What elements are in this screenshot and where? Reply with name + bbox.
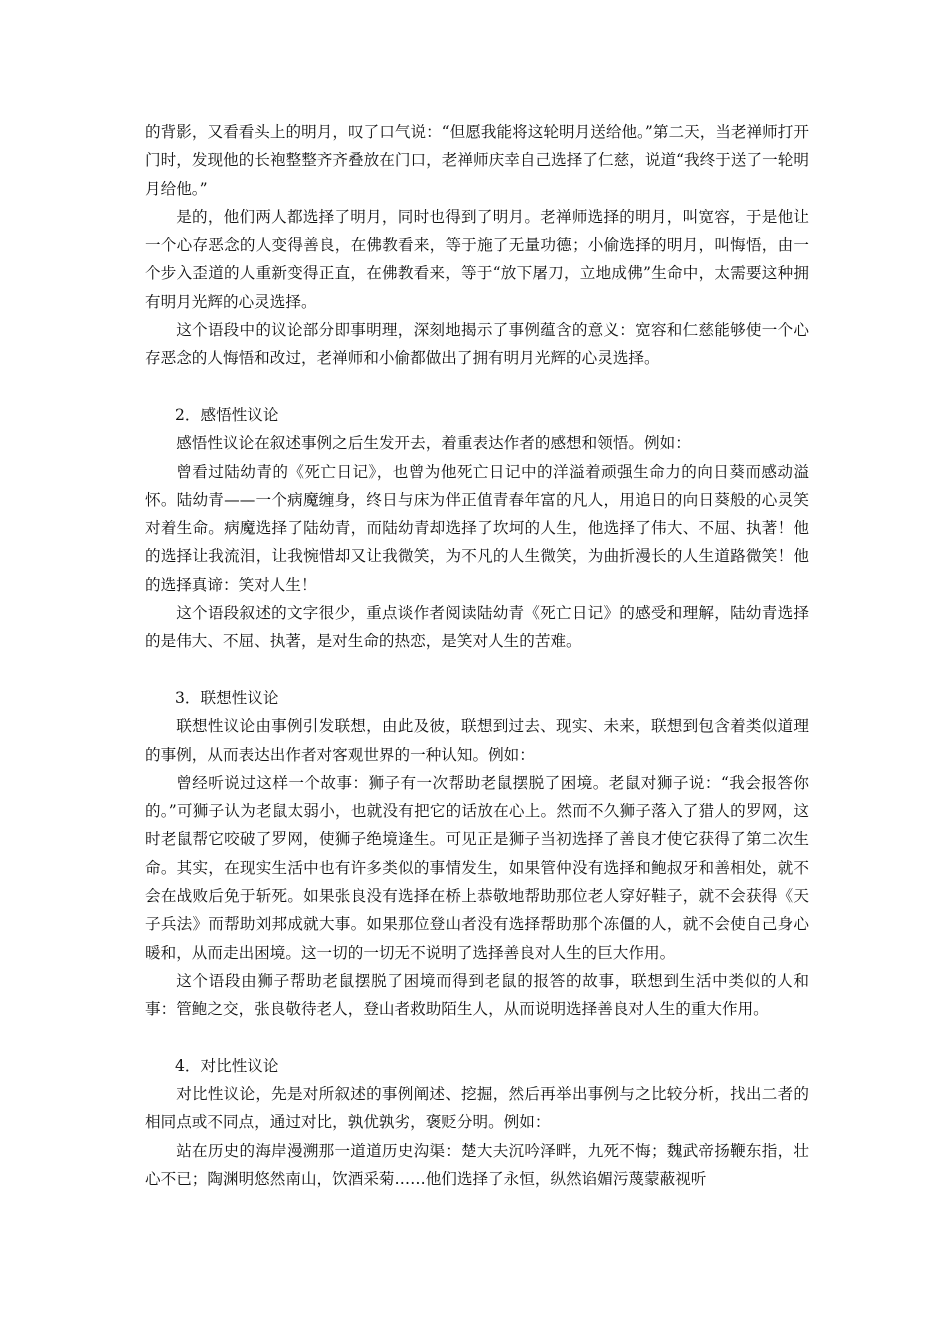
paragraph-example-2: 曾看过陆幼青的《死亡日记》，也曾为他死亡日记中的洋溢着顽强生命力的向日葵而感动溢怀。陆幼青——一个病魔缠身，终日与床为伴正值青春年富的凡人，用追日的向日葵般的心灵笑对着生命。病魔选择了陆幼青，而陆幼青却选择了坎坷的人生，他选择了伟大、不屈、执著！他的选择让我流泪，让我惋惜却又让我微笑，为不凡的人生微笑，为曲折漫长的人生道路微笑！他的选择真谛：笑对人生！: [145, 462, 809, 594]
paragraph-analysis-1: 这个语段中的议论部分即事明理，深刻地揭示了事例蕴含的意义：宽容和仁慈能够使一个心存恶念的人悔悟和改过，老禅师和小偷都做出了拥有明月光辉的心灵选择。: [145, 321, 809, 368]
paragraph-definition-3: 联想性议论由事例引发联想，由此及彼，联想到过去、现实、未来，联想到包含着类似道理的事例，从而表达出作者对客观世界的一种认知。例如：: [145, 717, 809, 764]
paragraph-definition-2: 感悟性议论在叙述事例之后生发开去，着重表达作者的感想和领悟。例如：: [176, 434, 691, 453]
paragraph-analysis-3: 这个语段由狮子帮助老鼠摆脱了困境而得到老鼠的报答的故事，联想到生活中类似的人和事：管鲍之交，张良敬待老人，登山者救助陌生人，从而说明选择善良对人生的重大作用。: [145, 971, 809, 1019]
paragraph-example-3: 曾经听说过这样一个故事：狮子有一次帮助老鼠摆脱了困境。老鼠对狮子说：“我会报答你的。”可狮子认为老鼠太弱小，也就没有把它的话放在心上。然而不久狮子落入了猎人的罗网，这时老鼠帮它咬破了罗网，使狮子绝境逢生。可见正是狮子当初选择了善良才使它获得了第二次生命。其实，在现实生活中也有许多类似的事情发生，如果管仲没有选择和鲍叔牙和善相处，就不会在战败后免于斩死。如果张良没有选择在桥上恭敬地帮助那位老人穿好鞋子，就不会获得《天子兵法》而帮助刘邦成就大事。如果那位登山者没有选择帮助那个冻僵的人，就不会使自己身心暖和，从而走出困境。这一切的一切无不说明了选择善良对人生的巨大作用。: [145, 773, 809, 962]
document-page: [145, 118, 809, 1193]
section-heading-2: 2．感悟性议论: [175, 405, 279, 424]
section-heading-3: 3．联想性议论: [175, 688, 279, 707]
paragraph-analysis-2: 这个语段叙述的文字很少，重点谈作者阅读陆幼青《死亡日记》的感受和理解，陆幼青选择的是伟大、不屈、执著，是对生命的热恋，是笑对人生的苦难。: [145, 604, 809, 651]
paragraph-story-ending: 的背影，又看看头上的明月，叹了口气说：“但愿我能将这轮明月送给他。”第二天，当老禅师打开门时，发现他的长袍整整齐齐叠放在门口，老禅师庆幸自己选择了仁慈，说道“我终于送了一轮明月给他。”: [145, 123, 809, 198]
paragraph-example-4: 站在历史的海岸漫溯那一道道历史沟渠：楚大夫沉吟泽畔，九死不悔；魏武帝扬鞭东指，壮心不已；陶渊明悠然南山，饮酒采菊……他们选择了永恒，纵然谄媚污蔑蒙蔽视听: [145, 1141, 809, 1188]
paragraph-moon-choice: 是的，他们两人都选择了明月，同时也得到了明月。老禅师选择的明月，叫宽容，于是他让一个心存恶念的人变得善良，在佛教看来，等于施了无量功德；小偷选择的明月，叫悔悟，由一个步入歪道的人重新变得正直，在佛教看来，等于“放下屠刀，立地成佛”生命中，太需要这种拥有明月光辉的心灵选择。: [145, 207, 809, 311]
section-heading-4: 4．对比性议论: [175, 1056, 279, 1075]
paragraph-definition-4: 对比性议论，先是对所叙述的事例阐述、挖掘，然后再举出事例与之比较分析，找出二者的相同点或不同点，通过对比，孰优孰劣，褒贬分明。例如：: [145, 1085, 809, 1132]
